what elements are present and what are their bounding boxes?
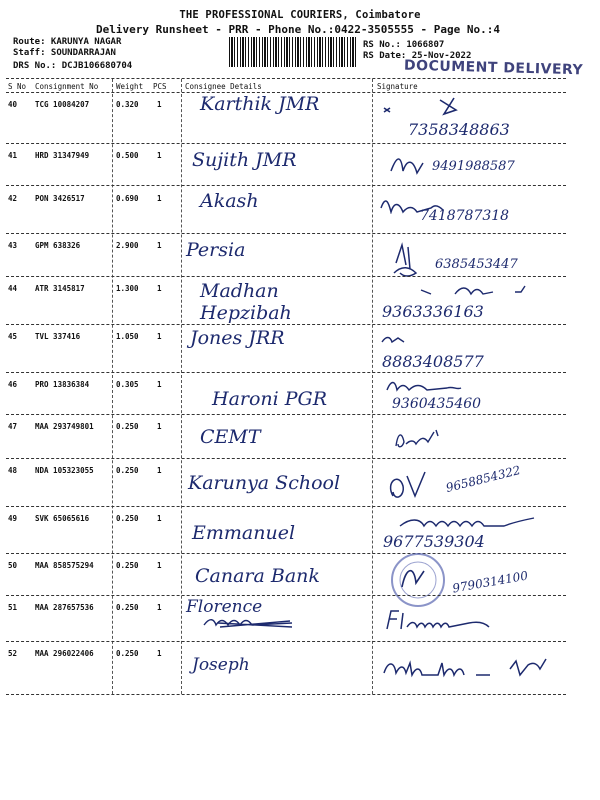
row-divider — [6, 143, 566, 144]
weight-cell: 1.300 — [116, 284, 139, 293]
company-title: THE PROFESSIONAL COURIERS, Coimbatore — [179, 9, 421, 21]
sno-cell: 41 — [8, 151, 18, 160]
row-divider — [6, 641, 566, 642]
sno-cell: 44 — [8, 284, 18, 293]
consignment-cell: MAA 293749801 — [35, 422, 94, 431]
weight-cell: 0.250 — [116, 514, 139, 523]
signature-scribble — [392, 426, 452, 452]
signature-phone: 9360435460 — [392, 396, 482, 412]
consignee-name: Karthik JMR — [200, 93, 320, 115]
table-top-rule — [6, 78, 566, 79]
weight-cell: 1.050 — [116, 332, 139, 341]
signature-phone: 7358348863 — [408, 120, 510, 139]
strikethrough-scribble — [200, 615, 310, 635]
sno-cell: 45 — [8, 332, 18, 341]
consignment-cell: TVL 337416 — [35, 332, 81, 341]
sno-cell: 50 — [8, 561, 18, 570]
row-divider — [6, 185, 566, 186]
consignee-name: Haroni PGR — [212, 388, 328, 410]
row-divider — [6, 595, 566, 596]
weight-cell: 0.305 — [116, 380, 139, 389]
table-row — [0, 643, 600, 700]
consignment-cell: PON 3426517 — [35, 194, 85, 203]
signature-phone: 7418787318 — [420, 208, 510, 224]
weight-cell: 0.250 — [116, 561, 139, 570]
signature-scribble — [388, 151, 428, 177]
sno-cell: 46 — [8, 380, 18, 389]
consignment-cell: HRD 31347949 — [35, 151, 90, 160]
consignee-name: Canara Bank — [195, 565, 320, 587]
consignment-cell: MAA 296022406 — [35, 649, 94, 658]
signature-scribble — [383, 607, 503, 637]
consignee-name: CEMT — [200, 426, 261, 448]
header-weight: Weight — [116, 82, 144, 91]
pcs-cell: 1 — [157, 380, 162, 389]
row-divider — [6, 553, 566, 554]
sno-cell: 49 — [8, 514, 18, 523]
pcs-cell: 1 — [157, 241, 162, 250]
consignment-cell: SVK 65065616 — [35, 514, 90, 523]
sno-cell: 52 — [8, 649, 18, 658]
header-sno: S No — [8, 82, 27, 91]
rs-date: RS Date: 25-Nov-2022 — [363, 51, 472, 61]
consignee-name: Joseph — [192, 655, 250, 675]
consignee-name: Persia — [186, 239, 246, 261]
header-pcs: PCS — [153, 82, 167, 91]
drs-number: DRS No.: DCJB106680704 — [13, 61, 133, 71]
row-divider — [6, 276, 566, 277]
consignment-cell: MAA 858575294 — [35, 561, 94, 570]
weight-cell: 2.900 — [116, 241, 139, 250]
signature-scribble — [380, 96, 470, 118]
signature-phone: 6385453447 — [435, 257, 518, 272]
row-divider — [6, 506, 566, 507]
signature-phone: 9677539304 — [383, 532, 485, 551]
document-delivery-stamp: DOCUMENT DELIVERY — [403, 57, 584, 79]
signature-scribble — [383, 466, 443, 506]
row-divider — [6, 372, 566, 373]
route-label: Route: KARUNYA NAGAR — [13, 37, 122, 47]
sno-cell: 40 — [8, 100, 18, 109]
pcs-cell: 1 — [157, 422, 162, 431]
signature-phone: 9491988587 — [432, 159, 515, 174]
consignment-cell: PRO 13836384 — [35, 380, 90, 389]
table-bottom-rule — [6, 694, 566, 695]
weight-cell: 0.250 — [116, 422, 139, 431]
runsheet-title: Delivery Runsheet - PRR - Phone No.:0422-3505555 - Page No.:4 — [96, 23, 500, 36]
header-consignment: Consignment No — [35, 82, 99, 91]
row-divider — [6, 458, 566, 459]
consignee-name: Sujith JMR — [192, 149, 297, 171]
pcs-cell: 1 — [157, 603, 162, 612]
weight-cell: 0.500 — [116, 151, 139, 160]
signature-scribble — [380, 655, 570, 683]
signature-phone: 9363336163 — [382, 302, 484, 321]
weight-cell: 0.250 — [116, 603, 139, 612]
header-consignee: Consignee Details — [185, 82, 262, 91]
consignee-name: Karunya School — [188, 472, 341, 494]
pcs-cell: 1 — [157, 332, 162, 341]
row-divider — [6, 324, 566, 325]
sno-cell: 43 — [8, 241, 18, 250]
rs-number: RS No.: 1066807 — [363, 40, 445, 50]
pcs-cell: 1 — [157, 649, 162, 658]
barcode-image — [229, 37, 357, 67]
pcs-cell: 1 — [157, 284, 162, 293]
header-signature: Signature — [377, 82, 418, 91]
weight-cell: 0.250 — [116, 649, 139, 658]
weight-cell: 0.690 — [116, 194, 139, 203]
signature-scribble — [383, 378, 493, 394]
signature-scribble — [398, 514, 558, 532]
consignee-name: Akash — [200, 190, 259, 212]
consignment-cell: TCG 10084207 — [35, 100, 90, 109]
pcs-cell: 1 — [157, 561, 162, 570]
weight-cell: 0.250 — [116, 466, 139, 475]
signature-scribble — [415, 278, 555, 300]
signature-scribble — [390, 241, 440, 281]
sno-cell: 42 — [8, 194, 18, 203]
signature-phone: 9658854322 — [444, 462, 522, 496]
row-divider — [6, 233, 566, 234]
consignment-cell: GPM 638326 — [35, 241, 81, 250]
consignee-name: Florence — [186, 597, 263, 617]
weight-cell: 0.320 — [116, 100, 139, 109]
sno-cell: 48 — [8, 466, 18, 475]
consignment-cell: NDA 105323055 — [35, 466, 94, 475]
consignment-cell: ATR 3145817 — [35, 284, 85, 293]
row-divider — [6, 414, 566, 415]
consignee-name: Jones JRR — [190, 327, 285, 349]
pcs-cell: 1 — [157, 514, 162, 523]
signature-phone: 9790314100 — [451, 568, 529, 596]
sno-cell: 51 — [8, 603, 18, 612]
pcs-cell: 1 — [157, 466, 162, 475]
consignee-name: Madhan Hepzibah — [200, 280, 292, 324]
signature-scribble — [378, 332, 418, 348]
consignment-cell: MAA 287657536 — [35, 603, 94, 612]
pcs-cell: 1 — [157, 151, 162, 160]
pcs-cell: 1 — [157, 100, 162, 109]
pcs-cell: 1 — [157, 194, 162, 203]
staff-label: Staff: SOUNDARRAJAN — [13, 48, 116, 58]
sno-cell: 47 — [8, 422, 18, 431]
signature-phone: 8883408577 — [382, 352, 484, 371]
consignee-name: Emmanuel — [192, 522, 296, 544]
